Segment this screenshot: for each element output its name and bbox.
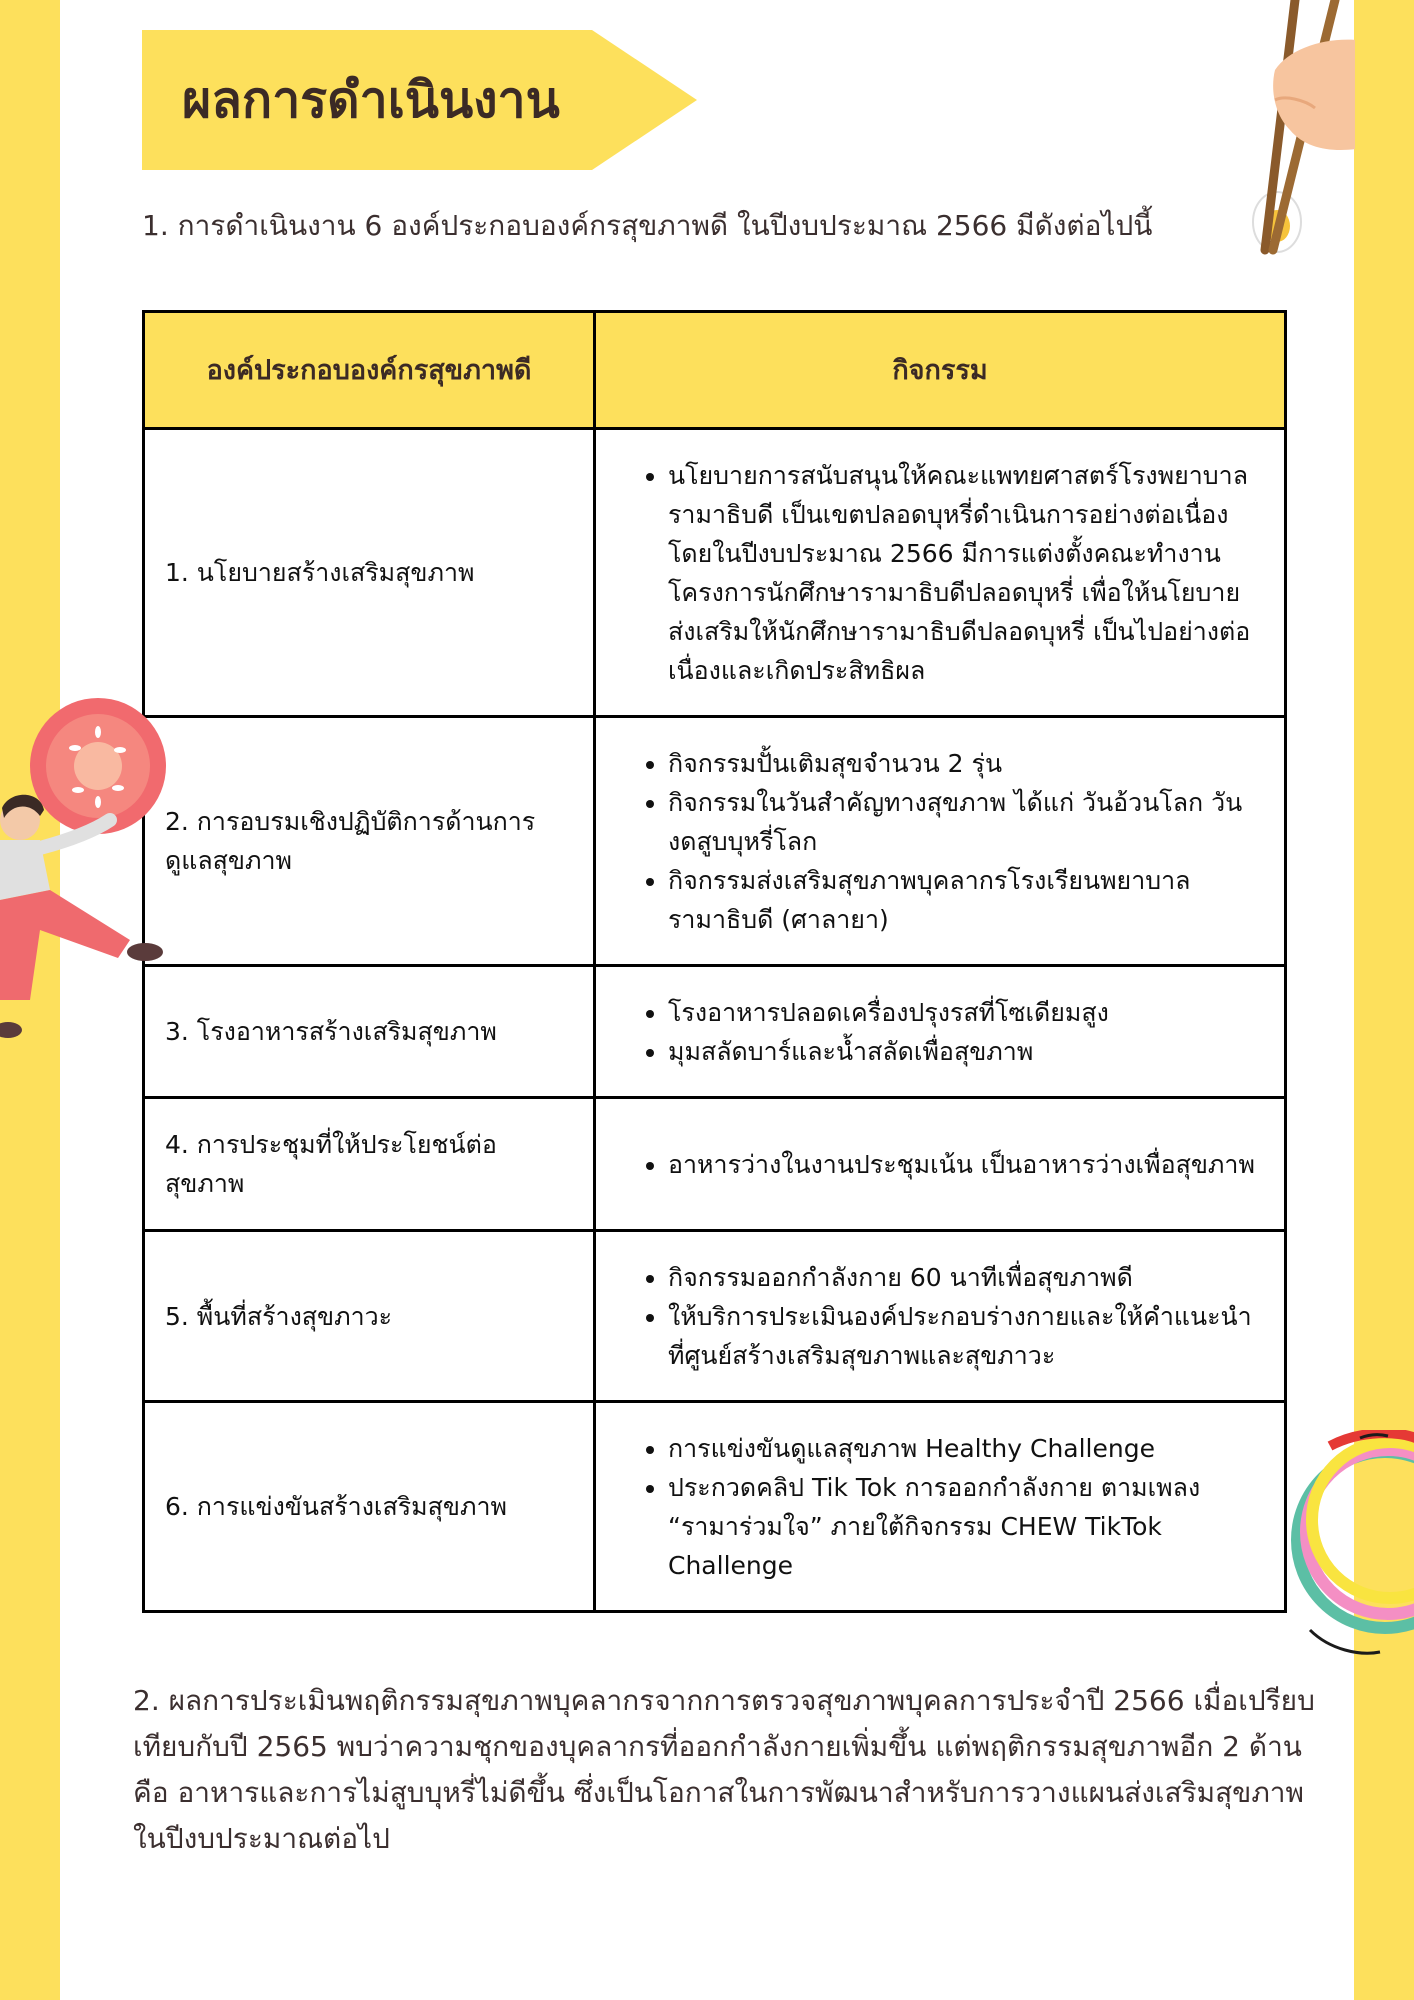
header-component: องค์ประกอบองค์กรสุขภาพดี [144,312,595,429]
right-yellow-band [1354,0,1414,2000]
header-activities: กิจกรรม [595,312,1286,429]
activity-item: • ประกวดคลิป Tik Tok การออกกำลังกาย ตามเพลง “รามาร่วมใจ” ภายใต้กิจกรรม CHEW TikTok Challenge [668,1468,1266,1585]
tomato-illustration [0,690,175,1050]
component-cell: 4. การประชุมที่ให้ประโยชน์ต่อสุขภาพ [144,1098,595,1231]
intro-text: 1. การดำเนินงาน 6 องค์ประกอบองค์กรสุขภาพดี ในปีงบประมาณ 2566 มีดังต่อไปนี้ [142,209,1153,242]
table-row [144,1402,1286,1612]
table-row [144,429,1286,717]
activity-item: • นโยบายการสนับสนุนให้คณะแพทยศาสตร์โรงพยาบาลรามาธิบดี เป็นเขตปลอดบุหรี่ดำเนินการอย่างต่อเนื่อง โดยในปีงบประมาณ 2566 มีการแต่งตั้งคณะทำงานโครงการนักศึกษารามาธิบดีปลอดบุหรี่ เพื่อให้นโยบายส่งเสริมให้นักศึกษารามาธิบดีปลอดบุหรี่ เป็นไปอย่างต่อเนื่องและเกิดประสิทธิผล [668,456,1266,690]
component-cell: 3. โรงอาหารสร้างเสริมสุขภาพ [144,966,595,1098]
activity-item: • มุมสลัดบาร์และน้ำสลัดเพื่อสุขภาพ [668,1032,1266,1071]
activities-cell [595,1402,1286,1612]
table-header-row [144,312,1286,429]
component-cell: 1. นโยบายสร้างเสริมสุขภาพ [144,429,595,717]
component-cell: 2. การอบรมเชิงปฏิบัติการด้านการดูแลสุขภาพ [144,717,595,966]
activity-item: • กิจกรรมออกกำลังกาย 60 นาทีเพื่อสุขภาพดี [668,1258,1266,1297]
rings-icon [1270,1430,1414,1680]
title-banner [142,30,697,170]
table-row [144,1098,1286,1231]
activities-cell [595,717,1286,966]
activities-cell [595,1098,1286,1231]
activity-item: • โรงอาหารปลอดเครื่องปรุงรสที่โซเดียมสูง [668,993,1266,1032]
chopsticks-icon [1245,0,1355,260]
page-title: ผลการดำเนินงาน [182,71,560,129]
component-cell: 6. การแข่งขันสร้างเสริมสุขภาพ [144,1402,595,1612]
activities-cell [595,429,1286,717]
activity-list [622,1429,1266,1585]
activity-item: • กิจกรรมส่งเสริมสุขภาพบุคลากรโรงเรียนพยาบาลรามาธิบดี (ศาลายา) [668,861,1266,939]
activity-list [622,1258,1266,1375]
component-cell: 5. พื้นที่สร้างสุขภาวะ [144,1231,595,1402]
activity-list [622,456,1266,690]
table-row [144,717,1286,966]
activity-list [622,744,1266,939]
activity-item: • การแข่งขันดูแลสุขภาพ Healthy Challenge [668,1429,1266,1468]
activity-list [622,993,1266,1071]
activity-list [622,1145,1266,1184]
summary-text: 2. ผลการประเมินพฤติกรรมสุขภาพบุคลากรจากการตรวจสุขภาพบุคลการประจำปี 2566 เมื่อเปรียบเทียบกับปี 2565 พบว่าความชุกของบุคลากรที่ออกกำลังกายเพิ่มขึ้น แต่พฤติกรรมสุขภาพอีก 2 ด้าน คือ อาหารและการไม่สูบบุหรี่ไม่ดีขึ้น ซึ่งเป็นโอกาสในการพัฒนาสำหรับการวางแผนส่งเสริมสุขภาพในปีงบประมาณต่อไป [133,1684,1315,1855]
table-row [144,1231,1286,1402]
activity-item: • อาหารว่างในงานประชุมเน้น เป็นอาหารว่างเพื่อสุขภาพ [668,1145,1266,1184]
table-row [144,966,1286,1098]
healthy-organization-table [142,310,1287,1613]
activity-item: • กิจกรรมปั้นเติมสุขจำนวน 2 รุ่น [668,744,1266,783]
activity-item: • ให้บริการประเมินองค์ประกอบร่างกายและให้คำแนะนำที่ศูนย์สร้างเสริมสุขภาพและสุขภาวะ [668,1297,1266,1375]
activities-cell [595,1231,1286,1402]
activities-cell [595,966,1286,1098]
activity-item: • กิจกรรมในวันสำคัญทางสุขภาพ ได้แก่ วันอ้วนโลก วันงดสูบบุหรี่โลก [668,783,1266,861]
